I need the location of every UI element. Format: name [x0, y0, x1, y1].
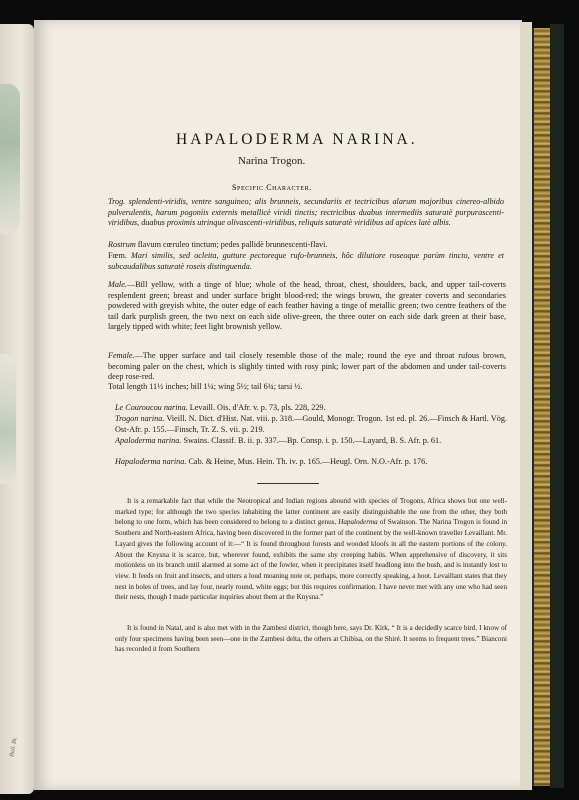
- page-edges: [520, 22, 532, 790]
- reference-1: [115, 403, 507, 414]
- label-rostrum: Rostrum: [108, 240, 136, 249]
- common-name: Narina Trogon.: [238, 155, 306, 167]
- female-text: —The upper surface and tail closely resemble those of the male; round the eye and throat rufous brown, becoming paler on the chest, which is slightly tinted with rosy pink; lower part of the abdomen and under tail-coverts deep rose-red.: [108, 351, 506, 382]
- measurements: Total length 11½ inches; bill 1¼; wing 5½; tail 6¾; tarsi ½.: [108, 382, 303, 391]
- facing-plate-illustration-lower: [0, 354, 16, 484]
- book-cover-board: [550, 24, 564, 788]
- female-label: Female.: [108, 351, 135, 360]
- reference-3-text: Swains. Classif. B. ii. p. 337.—Bp. Consp. i. p. 150.—Layard, B. S. Afr. p. 61.: [183, 436, 442, 445]
- facing-plate-illustration: [0, 84, 20, 234]
- reference-3-name: Apaloderma narina.: [115, 436, 182, 445]
- reference-2: [115, 414, 507, 435]
- reference-2-text: Vieill. N. Dict. d'Hist. Nat. viii. p. 318.—Gould, Monogr. Trogon. 1st ed. pl. 26.—Finsch & Hartl. Vög. Ost-Afr. p. 155.—Finsch, Tr. Z. S. vii. p. 219.: [115, 414, 507, 434]
- reference-4-text: Cab. & Heine, Mus. Hein. Th. iv. p. 165.—Heugl. Orn. N.O.-Afr. p. 176.: [188, 457, 428, 466]
- body-paragraph-2: It is found in Natal, and is also met with in the Zambesi district, though here, says Dr. Kirk, “ It is a decidedly scarce bird. I know of only four specimens having been seen—one in the Zambesi delta, the others at Chibisa, on the Shiré. It seems to frequent trees.” Bianconi has recorded it from Southern: [115, 624, 507, 654]
- specific-character-rostrum: [108, 240, 504, 251]
- specific-character-trog: [108, 197, 504, 229]
- reference-4-name: Hapaloderma narina.: [115, 457, 187, 466]
- text-foem: Mari similis, sed ocleita, gutture pectoreque rufo-brunneis, hôc dilutiore roseoque parùm tincto, ventre et subcaudalibus saturatè roseis distinguenda.: [108, 251, 505, 271]
- female-description: [108, 351, 506, 383]
- genus-name: Hapaloderma: [338, 518, 378, 527]
- specific-character-heading: Specific Character.: [232, 183, 312, 192]
- reference-2-name: Trogon narina.: [115, 414, 165, 423]
- male-description: [108, 280, 506, 333]
- reference-3: [115, 436, 507, 447]
- reference-4: [115, 457, 507, 468]
- body-paragraph-1: It is a remarkable fact that while the Neotropical and Indian regions abound with species of Trogons, Africa shows but one well-marked type; for although the two species inhabiting the latter continent are easily distinguishable the one from the other, they both belong to one form, which has been considered to belong to a distinct genus, Hapaloderma of Swainson. The Narina Trogon is found in Southern and North-eastern Africa, having been discovered in the former part of the continent by the well-known traveller Levaillant. Mr. Layard gives the following account of it:—“ It is found throughout forests and wooded kloofs in all the eastern portions of the colony. About the Knysna it is scarce, but, wherever found, exhibits the same shy creeping habits. When apprehensive of discovery, it sits motionless on its branch until alarmed at some act of the fowler, when it precipitates itself headlong into the bush, and is instantly lost to view. It feeds on fruit and insects, and utters a loud moaning note or, perhaps, more correctly speaking, a hoot. Levaillant states that they nest in holes of trees, and lay four, nearly round, white eggs; but this requires confirmation. I have never met with any one who had seen their nests, though I made particular inquiries about them at the Knysna.”: [115, 497, 507, 602]
- reference-1-name: Le Couroucou narina.: [115, 403, 188, 412]
- facing-page-edge: [0, 24, 34, 794]
- section-divider: [257, 483, 319, 484]
- specific-character-female: [108, 251, 504, 272]
- label-trog: Trog.: [108, 197, 126, 206]
- male-label: Male.: [108, 280, 127, 289]
- label-foem: Fœm.: [108, 251, 127, 260]
- species-title: HAPALODERMA NARINA.: [176, 131, 418, 148]
- margin-note: Bull. Br.: [9, 736, 19, 758]
- male-text: —Bill yellow, with a tinge of blue; whole of the head, throat, chest, shoulders, back, and upper tail-coverts resplendent green; breast and under surface bright blood-red; the wings brown, the greater coverts and secondaries powdered with greyish white, the outer edge of each feather having a tinge of metallic green; two centre feathers of the tail dark purplish green, the two next on each side olive-green, the three outer on each side dark green at their base, largely tipped with white; feet light brownish yellow.: [108, 280, 506, 332]
- reference-1-text: Levaill. Ois. d'Afr. v. p. 73, pls. 228, 229.: [189, 403, 326, 412]
- text-rostrum: flavum cœruleo tinctum; pedes pallidè brunnescenti-flavi.: [137, 240, 328, 249]
- text-trog: splendenti-viridis, ventre sanguineo; alis brunneis, secundariis et tectricibus alarum majoribus cinereo-albido pulverulentis, harum pogoniis externis metallicè viridi tinctis; rectricibus duabus intermediis saturatè purpurascenti-viridibus, duabus proximis utrinque olivascenti-viridibus, reliquis saturatè viridibus ad apices latè albis.: [108, 197, 505, 228]
